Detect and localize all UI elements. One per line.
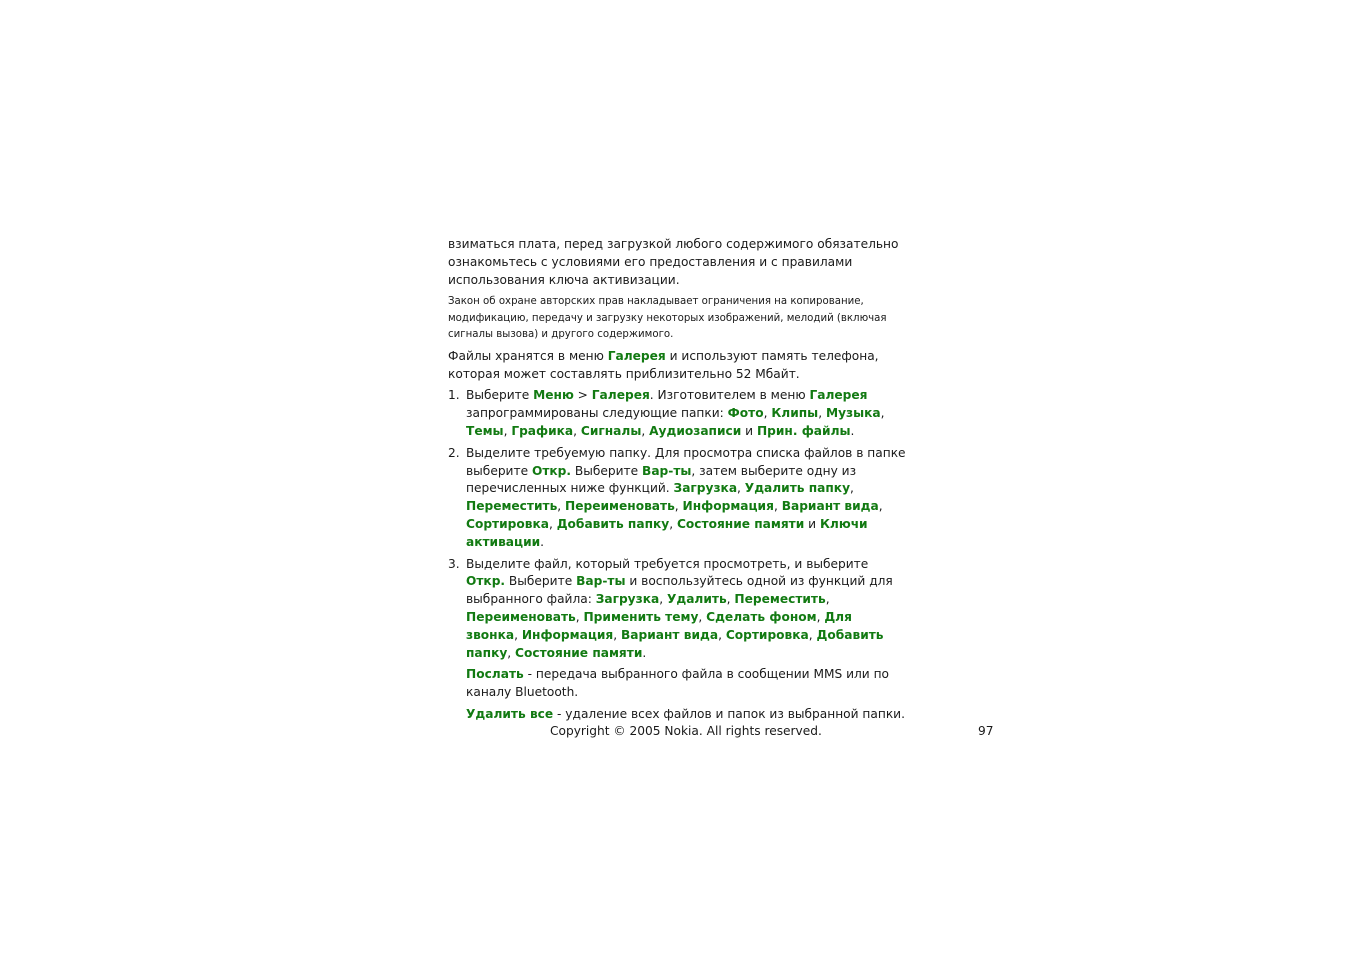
send-text: - передача выбранного файла в сообщении MMS или по каналу Bluetooth. — [466, 667, 890, 700]
function-term: Загрузка — [595, 592, 660, 607]
function-term: Для звонка — [466, 610, 852, 642]
function-term: Добавить папку — [466, 627, 884, 660]
folder-term: Фото — [727, 406, 764, 421]
open-term: Откр. — [531, 463, 572, 478]
step-text: Выделите требуемую папку. Для просмотра списка файлов в папке выберите — [466, 445, 906, 478]
separator: , — [818, 406, 826, 421]
separator: , — [737, 481, 745, 496]
footer-copyright: Copyright © 2005 Nokia. All rights reserved. — [550, 724, 822, 738]
step-number: 1. — [448, 388, 460, 403]
step-2 — [448, 445, 908, 552]
separator: , — [669, 517, 677, 532]
open-term: Откр. — [466, 574, 506, 589]
gallery-term: Галерея — [591, 388, 650, 403]
separator: , — [674, 499, 683, 514]
separator: , — [763, 406, 772, 421]
function-term: Добавить папку — [556, 517, 670, 532]
function-term: Загрузка — [673, 481, 738, 496]
folder-term: Музыка — [825, 406, 881, 421]
separator: . — [850, 424, 855, 439]
menu-term: Меню — [533, 388, 574, 403]
step-3 — [448, 556, 908, 663]
files-text-2: и используют память телефона, которая может составлять приблизительно 52 Мбайт. — [448, 348, 879, 381]
files-paragraph — [448, 348, 908, 384]
step-text: Выберите — [571, 463, 643, 478]
separator: , — [878, 499, 883, 514]
step-1 — [448, 387, 908, 440]
delete-all-text: - удаление всех файлов и папок из выбранной папки. — [553, 707, 905, 722]
copyright-note: Закон об охране авторских прав накладывает ограничения на копирование, модификацию, передачу и загрузку некоторых изображений, мелодий (включая сигналы вызова) и другого содержимого. — [448, 296, 887, 341]
function-term: Информация — [682, 499, 774, 514]
step-text: . Изготовителем в меню — [649, 388, 810, 403]
function-term: Удалить — [666, 592, 727, 607]
separator: и — [741, 424, 757, 439]
step-text: и воспользуйтесь одной из функций для выбранного файла: — [466, 574, 893, 607]
step-text: , затем выберите одну из перечисленных ниже функций. — [466, 463, 857, 496]
folder-term: Аудиозаписи — [649, 424, 742, 439]
step-text: > — [573, 388, 592, 403]
separator: , — [575, 610, 584, 625]
page-number: 97 — [978, 724, 994, 738]
folder-term: Клипы — [771, 406, 819, 421]
separator: , — [808, 627, 817, 642]
separator: , — [514, 627, 522, 642]
separator: , — [726, 592, 735, 607]
separator: , — [718, 627, 726, 642]
step-number: 2. — [448, 445, 460, 460]
function-term: Переименовать — [565, 499, 675, 514]
separator: , — [641, 424, 650, 439]
gallery-term: Галерея — [607, 348, 666, 363]
step-text: Выберите — [466, 388, 534, 403]
gallery-term: Галерея — [809, 388, 868, 403]
function-term: Удалить папку — [744, 481, 851, 496]
step-number: 3. — [448, 556, 460, 571]
function-term: Состояние памяти — [515, 645, 643, 660]
folder-term: Темы — [466, 424, 504, 439]
function-term: Переместить — [466, 499, 558, 514]
separator: , — [548, 517, 557, 532]
separator: , — [825, 592, 830, 607]
folder-term: Сигналы — [580, 424, 642, 439]
folder-term: Графика — [511, 424, 574, 439]
separator: , — [850, 481, 854, 496]
send-description — [448, 666, 908, 702]
intro-paragraph: взиматься плата, перед загрузкой любого содержимого обязательно ознакомьтесь с условиями его предоставления и с правилами использования ключа активизации. — [448, 237, 899, 287]
function-term: Переименовать — [466, 610, 576, 625]
separator: , — [503, 424, 512, 439]
separator: , — [507, 645, 516, 660]
function-term: Информация — [521, 627, 614, 642]
separator: , — [557, 499, 566, 514]
separator: . — [540, 534, 545, 549]
options-term: Вар-ты — [576, 574, 626, 589]
delete-all-term: Удалить все — [466, 707, 554, 722]
separator: , — [613, 627, 621, 642]
function-term: Переместить — [734, 592, 826, 607]
steps-list — [448, 387, 908, 662]
function-term: Сортировка — [725, 627, 809, 642]
function-term: Ключи активации — [466, 517, 868, 549]
separator: , — [698, 610, 707, 625]
files-text-1: Файлы хранятся в меню — [448, 348, 608, 363]
send-term: Послать — [466, 667, 524, 682]
step-text: запрограммированы следующие папки: — [466, 406, 728, 421]
step-text: Выберите — [505, 574, 577, 589]
separator: , — [816, 610, 825, 625]
step-text: Выделите файл, который требуется просмотреть, и выберите — [466, 556, 869, 571]
function-term: Сортировка — [466, 517, 549, 532]
separator: , — [659, 592, 667, 607]
separator: . — [642, 645, 647, 660]
function-term: Вариант вида — [781, 499, 879, 514]
page-content — [448, 236, 908, 728]
options-term: Вар-ты — [642, 463, 692, 478]
separator: , — [573, 424, 581, 439]
separator: , — [773, 499, 782, 514]
folder-term: Прин. файлы — [756, 424, 851, 439]
function-term: Вариант вида — [621, 627, 719, 642]
separator: и — [804, 517, 820, 532]
separator: , — [880, 406, 885, 421]
function-term: Сделать фоном — [706, 610, 817, 625]
function-term: Применить тему — [583, 610, 699, 625]
function-term: Состояние памяти — [676, 517, 805, 532]
